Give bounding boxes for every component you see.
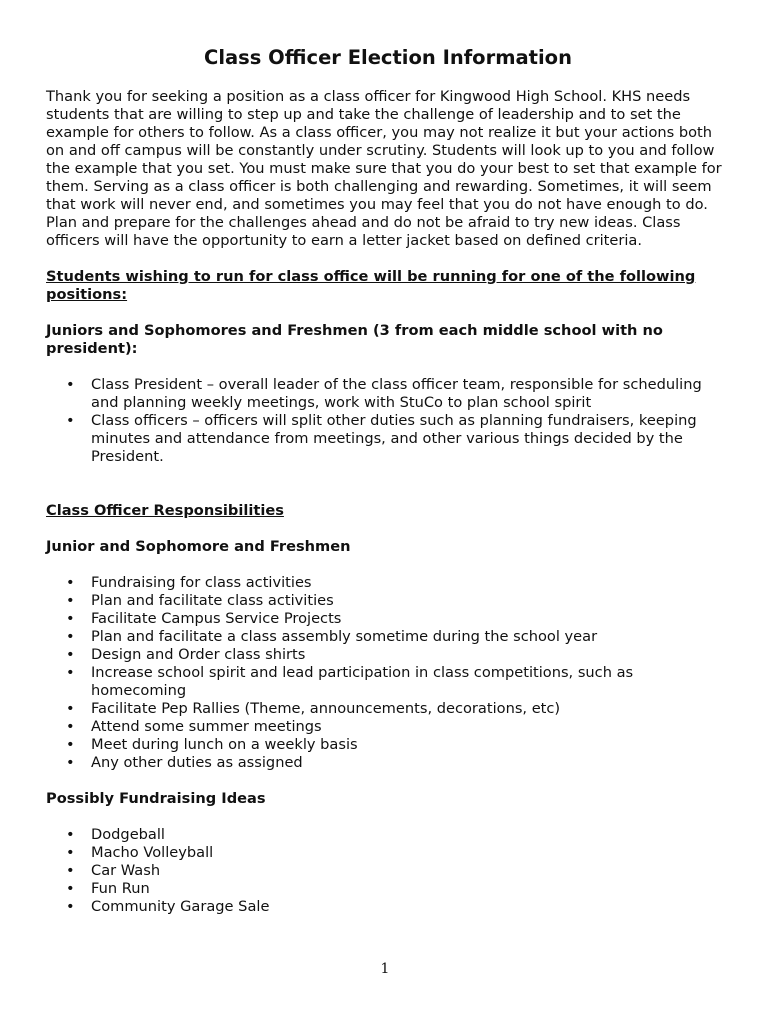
list-item — [46, 664, 730, 700]
bullet-icon: • — [66, 736, 75, 753]
list-item-text: Plan and facilitate a class assembly sometime during the school year — [91, 628, 598, 645]
list-item — [46, 718, 730, 736]
positions-subheading: Juniors and Sophomores and Freshmen (3 from each middle school with no president): — [46, 322, 663, 357]
list-item — [46, 862, 730, 880]
list-item-text: Meet during lunch on a weekly basis — [91, 736, 358, 753]
list-item — [46, 592, 730, 610]
bullet-icon: • — [66, 610, 75, 627]
page-title: Class Officer Election Information — [204, 46, 572, 69]
list-item-text: Car Wash — [91, 862, 161, 879]
document-page — [46, 45, 730, 934]
list-item-text: Fundraising for class activities — [91, 574, 312, 591]
list-item-text: Facilitate Pep Rallies (Theme, announcements, decorations, etc) — [91, 700, 561, 717]
list-item — [46, 646, 730, 664]
list-item-text: Class President – overall leader of the class officer team, responsible for scheduling and planning weekly meetings, work with StuCo to plan school spirit — [91, 376, 702, 411]
list-item — [46, 880, 730, 898]
list-item — [46, 610, 730, 628]
list-item-text: Increase school spirit and lead participation in class competitions, such as homecoming — [91, 664, 634, 699]
list-item — [46, 574, 730, 592]
bullet-icon: • — [66, 664, 75, 681]
list-item-text: Design and Order class shirts — [91, 646, 306, 663]
list-item — [46, 754, 730, 772]
list-item — [46, 700, 730, 718]
list-item-text: Facilitate Campus Service Projects — [91, 610, 342, 627]
responsibilities-subheading: Junior and Sophomore and Freshmen — [46, 538, 351, 555]
list-item — [46, 736, 730, 754]
bullet-icon: • — [66, 826, 75, 843]
responsibilities-heading: Class Officer Responsibilities — [46, 502, 284, 519]
fundraising-heading: Possibly Fundraising Ideas — [46, 790, 266, 807]
bullet-icon: • — [66, 898, 75, 915]
list-item-text: Community Garage Sale — [91, 898, 270, 915]
bullet-icon: • — [66, 718, 75, 735]
list-item-text: Attend some summer meetings — [91, 718, 322, 735]
list-item-text: Fun Run — [91, 880, 150, 897]
bullet-icon: • — [66, 376, 75, 393]
list-item — [46, 376, 730, 412]
list-item — [46, 844, 730, 862]
list-item — [46, 628, 730, 646]
fundraising-list — [46, 826, 730, 916]
bullet-icon: • — [66, 880, 75, 897]
bullet-icon: • — [66, 862, 75, 879]
bullet-icon: • — [66, 592, 75, 609]
bullet-icon: • — [66, 646, 75, 663]
list-item — [46, 826, 730, 844]
positions-list — [46, 376, 730, 466]
bullet-icon: • — [66, 844, 75, 861]
list-item-text: Any other duties as assigned — [91, 754, 303, 771]
bullet-icon: • — [66, 628, 75, 645]
list-item-text: Macho Volleyball — [91, 844, 214, 861]
list-item-text: Class officers – officers will split other duties such as planning fundraisers, keeping minutes and attendance from meetings, and other various things decided by the President. — [91, 412, 697, 465]
bullet-icon: • — [66, 700, 75, 717]
bullet-icon: • — [66, 412, 75, 429]
list-item — [46, 412, 730, 466]
bullet-icon: • — [66, 574, 75, 591]
list-item-text: Plan and facilitate class activities — [91, 592, 334, 609]
intro-paragraph: Thank you for seeking a position as a class officer for Kingwood High School. KHS needs students that are willing to step up and take the challenge of leadership and to set the example for others to follow. As a class officer, you may not realize it but your actions both on and off campus will be constantly under scrutiny. Students will look up to you and follow the example that you set. You must make sure that you do your best to set that example for them. Serving as a class officer is both challenging and rewarding. Sometimes, it will seem that work will never end, and sometimes you may feel that you do not have enough to do. Plan and prepare for the challenges ahead and do not be afraid to try new ideas. Class officers will have the opportunity to earn a letter jacket based on defined criteria. — [46, 88, 722, 249]
page-number: 1 — [380, 961, 390, 977]
responsibilities-list — [46, 574, 730, 772]
list-item — [46, 898, 730, 916]
spacer — [46, 484, 730, 502]
positions-heading: Students wishing to run for class office will be running for one of the following positions: — [46, 268, 696, 303]
bullet-icon: • — [66, 754, 75, 771]
list-item-text: Dodgeball — [91, 826, 165, 843]
